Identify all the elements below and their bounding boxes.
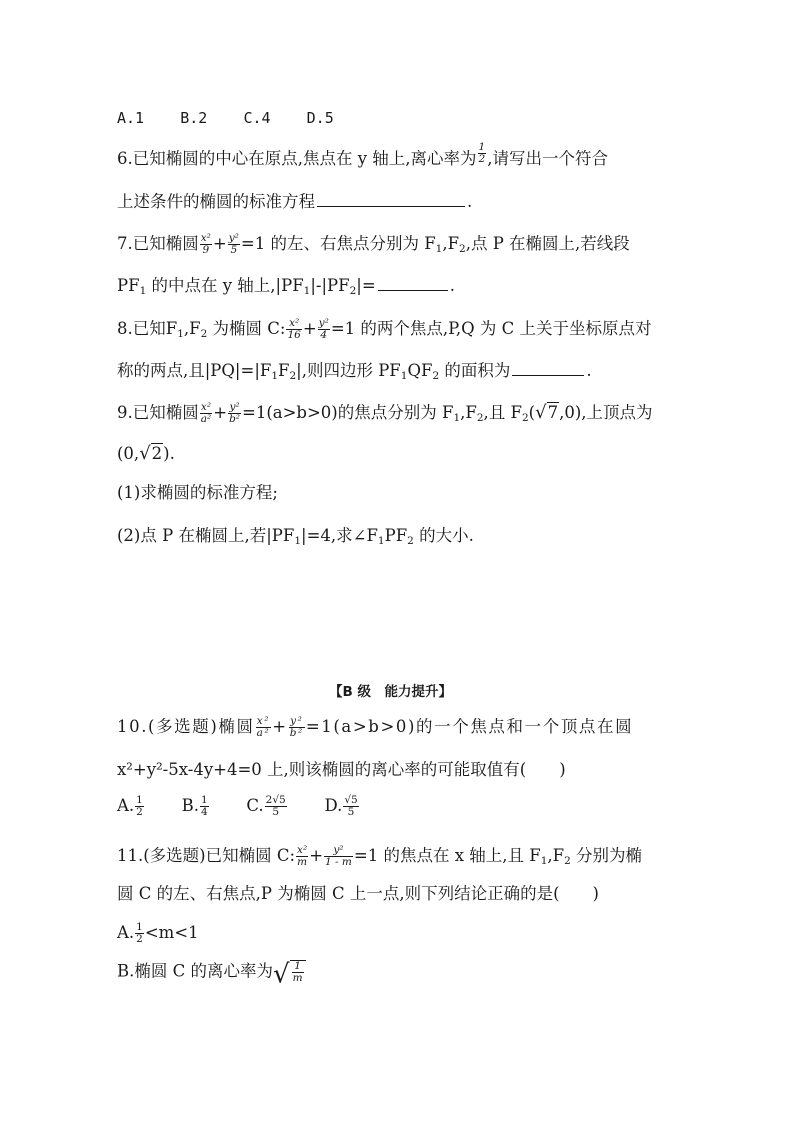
q7-answer-blank[interactable]	[378, 276, 448, 291]
q7-fraction-x: $\frac{\text{x²}}{9}$	[200, 232, 211, 257]
sqrt-7: √7	[535, 402, 559, 424]
q11-fraction-x: $\frac{\text{x²}}{m}$	[297, 844, 308, 869]
q9-part-2: (2)点 P 在椭圆上,若$|PF_1|=4$,求$\angle F_1PF_2$ 的大小.	[117, 526, 474, 547]
q10-option-b[interactable]: B. $\frac{1}{4}$	[181, 794, 208, 819]
q10-option-a[interactable]: A. $\frac{1}{2}$	[117, 794, 143, 819]
q8-fraction-x: $\frac{\text{x²}}{16}$	[287, 317, 301, 342]
q9-line-2: (0,√2).	[117, 443, 175, 464]
q10-option-c[interactable]: C. $\frac{2√5}{5}$	[246, 794, 286, 819]
q8-answer-blank[interactable]	[512, 361, 584, 376]
q10-line-1: 10.(多选题)椭圆 $\frac{\text{x²}}{\text{a²}}$ + $\frac{\text{y²}}{\text{b²}}$ =1(a>b>0)的一个焦点和一个顶点在圆	[117, 715, 634, 740]
q7-line-1: 7.已知椭圆 $\frac{\text{x²}}{9}$ + $\frac{\text{y²}}{5}$ =1 的左、右焦点分别为 $F_1,F_2$,点 P 在椭圆上,若线段	[117, 232, 630, 257]
section-b-heading: 【B 级 能力提升】	[329, 684, 452, 700]
q8-fraction-y: $\frac{\text{y²}}{4}$	[318, 317, 329, 342]
q11-line-1: 11.(多选题)已知椭圆 C: $\frac{\text{x²}}{m}$ + $\frac{\text{y²}}{1 - m}$ =1 的焦点在 x 轴上,且 $F_1,F_2$ 分别为椭	[117, 844, 643, 869]
q10-fraction-y: $\frac{\text{y²}}{\text{b²}}$	[289, 715, 304, 740]
q8-line-2: 称的两点,且$|PQ|=|F_1F_2|$,则四边形 $PF_1QF_2$ 的面积为 .	[117, 361, 592, 382]
q6-text: 6.已知椭圆的中心在原点,焦点在 y 轴上,离心率为	[117, 149, 477, 169]
q5-option-a: A.1	[117, 109, 145, 127]
q6-text-2: 上述条件的椭圆的标准方程	[117, 192, 315, 211]
q6-line-2: 上述条件的椭圆的标准方程 .	[117, 192, 473, 211]
q6-line-1	[117, 141, 608, 171]
q9-line-1: 9.已知椭圆 $\frac{\text{x²}}{\text{a²}}$ + $\frac{\text{y²}}{\text{b²}}$ =1(a>b>0)的焦点分别为 $F_1,F_2$,且 $F_2(√7,0)$,上顶点为	[117, 401, 653, 426]
q11-line-2: 圆 C 的左、右焦点,P 为椭圆 C 上一点,则下列结论正确的是( )	[117, 884, 599, 903]
q11-option-a[interactable]: A. $\frac{1}{2}$ <m<1	[117, 921, 199, 946]
q5-options	[117, 111, 334, 126]
q9-fraction-y: $\frac{\text{y²}}{\text{b²}}$	[229, 401, 240, 426]
q11-option-b[interactable]: B.椭圆 C 的离心率为√ $\frac{1}{m}$	[117, 960, 306, 988]
q5-option-d: D.5	[306, 109, 334, 127]
q7-fraction-y: $\frac{\text{y²}}{5}$	[228, 232, 239, 257]
q6-text-post: ,请写出一个符合	[487, 149, 608, 169]
q6-answer-blank[interactable]	[317, 192, 465, 207]
q9-part-1: (1)求椭圆的标准方程;	[117, 483, 278, 502]
q10-options	[117, 795, 360, 818]
q6-eccentricity-fraction: $\frac{1}{2}$	[478, 141, 486, 166]
q10-fraction-x: $\frac{\text{x²}}{\text{a²}}$	[256, 715, 271, 740]
q10-line-2: x²+y²-5x-4y+4=0 上,则该椭圆的离心率的可能取值有( )	[117, 760, 566, 779]
q10-option-d[interactable]: D. $\frac{√5}{5}$	[324, 794, 358, 819]
q5-option-c: C.4	[243, 109, 271, 127]
q11-fraction-y: $\frac{\text{y²}}{1 - m}$	[325, 844, 352, 869]
q8-line-1: 8.已知$F_1,F_2$ 为椭圆 C: $\frac{\text{x²}}{16}$ + $\frac{\text{y²}}{4}$ =1 的两个焦点,P,Q 为 C 上关于坐标原点对	[117, 317, 652, 342]
q9-fraction-x: $\frac{\text{x²}}{\text{a²}}$	[200, 401, 212, 426]
sqrt-2: √2	[139, 443, 163, 464]
q5-option-b: B.2	[180, 109, 208, 127]
q7-line-2: $PF_1$ 的中点在 y 轴上$,|PF_1|-|PF_2|=$ .	[117, 276, 455, 297]
sqrt-one-over-m: √ $\frac{1}{m}$	[273, 960, 306, 988]
